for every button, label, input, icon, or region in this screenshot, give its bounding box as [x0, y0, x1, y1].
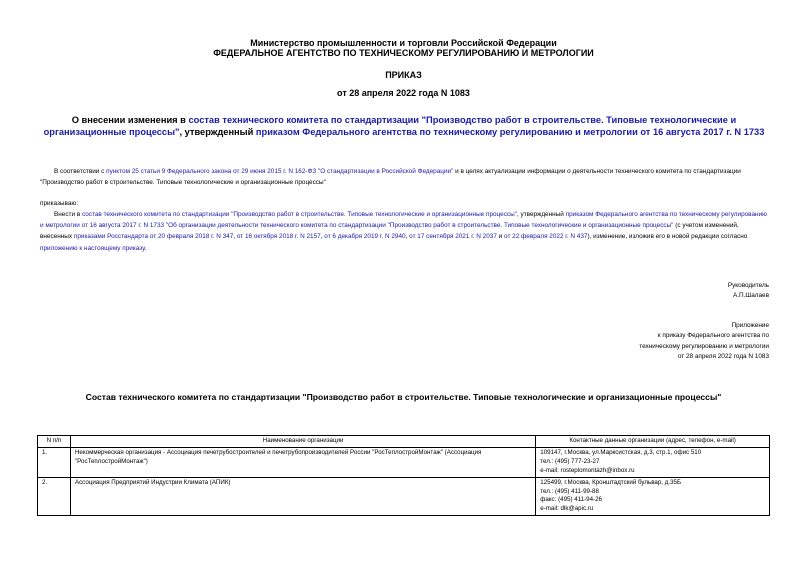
para3-text-3: (с учетом изменений, внесенных	[40, 222, 739, 241]
para3-link-appendix[interactable]: приложению к настоящему приказу	[40, 244, 145, 252]
row-number: 2.	[38, 477, 71, 516]
paragraph-basis	[40, 166, 770, 188]
contact-address: 125499, г.Москва, Кронштадтский бульвар, д.35Б	[540, 478, 682, 486]
title-text-1: О внесении изменения в	[71, 115, 189, 125]
signature-block	[728, 281, 769, 302]
para3-link-order-2940[interactable]: от 6 декабря 2019 г. N 2940	[324, 233, 406, 241]
para3-text-9: .	[144, 244, 147, 252]
ministry-name: Министерство промышленности и торговли Российской Федерации	[250, 38, 557, 48]
document-date: от 28 апреля 2022 года N 1083	[337, 88, 470, 98]
organization-contacts	[536, 447, 770, 477]
organization-contacts	[536, 477, 770, 516]
document-type: ПРИКАЗ	[385, 70, 422, 80]
para3-text-8: ), изменение, изложив его в новой редакции согласно	[587, 233, 748, 241]
contact-phone: тел.: (495) 411-99-88	[540, 487, 599, 495]
agency-name: ФЕДЕРАЛЬНОЕ АГЕНТСТВО ПО ТЕХНИЧЕСКОМУ РЕГУЛИРОВАНИЮ И МЕТРОЛОГИИ	[213, 48, 594, 58]
para3-link-order-437[interactable]: от 22 февраля 2022 г. N 437	[504, 233, 588, 241]
organization-name: Ассоциация Предприятий Индустрии Климата (АПИК)	[70, 477, 535, 516]
paragraph-order-word: приказываю:	[40, 200, 78, 207]
appendix-reference: к приказу Федерального агентства по техническому регулированию и метрологии	[639, 332, 769, 350]
para3-link-order-2037[interactable]: от 17 сентября 2021 г. N 2037	[409, 233, 497, 241]
para1-link-law[interactable]: пунктом 25 статьи 9 Федерального закона от 29 июня 2015 г. N 162-ФЗ "О стандартизации в Российской Федерации"	[106, 168, 454, 175]
para3-text-7: и	[496, 233, 505, 241]
organization-name: Некоммерческая организация - Ассоциация печетрубостроителей и печетрубопроизводителей России "РосТеплостройМонтаж" (Ассоциация "РосТеплостройМонтаж")	[70, 447, 535, 477]
appendix-label: Приложение	[731, 322, 769, 329]
table-header-row	[38, 436, 770, 448]
para3-text-4: ,	[233, 233, 237, 241]
document-title	[30, 114, 778, 138]
para1-text-2: и в целях актуализации информации о деятельности технического комитета по стандартизации "Производство работ в строительстве. Типовые технологические и организационные процессы"	[40, 168, 741, 187]
para3-link-order-2157[interactable]: от 16 октября 2018 г. N 2157	[236, 233, 321, 241]
signature-role: Руководитель	[727, 282, 769, 289]
table-row	[38, 477, 770, 516]
contact-phone: тел.: (495) 777-23-27	[540, 457, 600, 465]
para3-link-committee[interactable]: состав технического комитета по стандартизации "Производство работ в строительстве. Типовые технологические и организационные процессы"	[81, 211, 517, 218]
signature-name: А.П.Шалаев	[732, 292, 769, 300]
para3-text-1: Внести в	[54, 211, 82, 218]
para3-text-2: , утвержденный	[516, 211, 566, 218]
column-header-name: Наименование организации	[70, 436, 535, 448]
contact-fax: факс: (495) 411-94-26	[540, 496, 603, 504]
contact-email: e-mail: dlk@apic.ru	[540, 505, 594, 513]
para3-text-6: ,	[405, 233, 410, 241]
appendix-block	[629, 321, 769, 363]
paragraph-order-body	[40, 209, 770, 254]
title-link-committee[interactable]: состав технического комитета по стандартизации "Производство работ в строительстве. Типовые технологические и организационные процессы"	[43, 115, 737, 137]
committee-table	[37, 435, 770, 516]
para3-text-5: ,	[320, 233, 325, 241]
table-row	[38, 447, 770, 477]
title-text-2: , утвержденный	[179, 127, 256, 137]
para3-link-order-347[interactable]: приказами Росстандарта от 20 февраля 2018 г. N 347	[73, 233, 234, 241]
para1-text-1: В соответствии с	[54, 168, 107, 175]
contact-address: 109147, г.Москва, ул.Марксистская, д.3, стр.1, офис 510	[540, 448, 702, 456]
column-header-contacts: Контактные данные организации (адрес, телефон, e-mail)	[536, 436, 770, 448]
section-title: Состав технического комитета по стандартизации "Производство работ в строительстве. Типовые технологические и организационные процессы"	[85, 392, 722, 402]
para3-link-order[interactable]: приказом Федерального агентства по техническому регулированию и метрологии от 16 августа 2017 г. N 1733 "Об организации деятельности технического комитета по стандартизации "Производство работ в строительстве. Типовые технологические и организационные процессы"	[40, 211, 767, 230]
row-number: 1.	[38, 447, 71, 477]
appendix-date: от 28 апреля 2022 года N 1083	[677, 353, 769, 361]
title-link-order[interactable]: приказом Федерального агентства по техническому регулированию и метрологии от 16 августа 2017 г. N 1733	[255, 127, 765, 137]
column-header-number: N п/п	[38, 436, 71, 448]
contact-email: e-mail: rosteplomontazh@inbox.ru	[540, 466, 635, 474]
